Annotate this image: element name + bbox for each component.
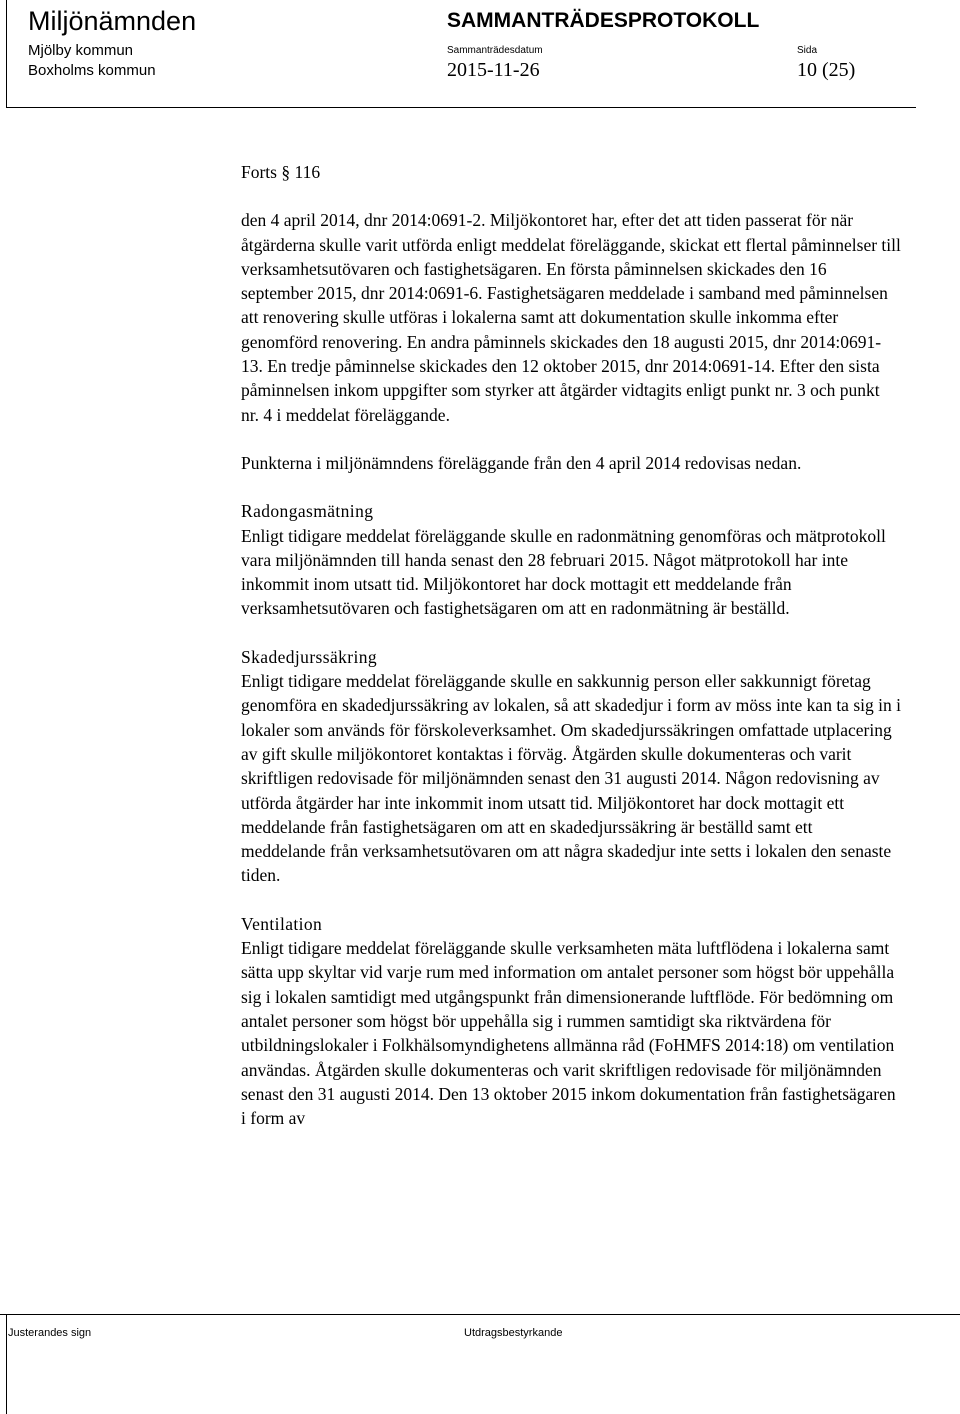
document-body [241, 160, 901, 1130]
header-left-rule [6, 0, 7, 108]
footer-left-rule [6, 1314, 7, 1414]
footer-sign-label: Justerandes sign [8, 1327, 92, 1339]
organization-name: Miljönämnden [28, 6, 197, 36]
footer-top-rule [0, 1314, 960, 1315]
page-number: 10 (25) [797, 59, 856, 81]
footer-extract-label: Utdragsbestyrkande [464, 1327, 563, 1339]
section-continuation-heading: Forts § 116 [241, 162, 321, 182]
meeting-date-label: Sammanträdesdatum [447, 45, 543, 56]
paragraph-radon: Enligt tidigare meddelat föreläggande skulle en radonmätning genomföras och mätprotokoll vara miljönämnden till handa senast den 28 februari 2015. Något mätprotokoll har inte inkommit inom utsatt tid. Miljökontoret har dock mottagit ett meddelande från verksamhetsutövaren och fastighetsägaren om att en radonmätning är beställd. [241, 525, 886, 619]
paragraph-pest-proofing: Enligt tidigare meddelat föreläggande skulle en sakkunnig person eller sakkunnigt företag genomföra en skadedjurssäkring av lokalen, så att skadedjur i form av möss inte kan ta sig in i lokaler som används för förskoleverksamhet. Om skadedjurssäkringen omfattade utplacering av gift skulle miljökontoret kontaktas i förväg. Åtgärden skulle dokumenteras och varit skriftligen redovisade för miljönämnden senast den 31 augusti 2014. Någon redovisning av utförda åtgärder har inte inkommit inom utsatt tid. Miljökontoret har dock mottagit ett meddelande från fastighetsägaren om att en skadedjurssäkring är beställd samt ett meddelande från verksamhetsutövaren om att några skadedjur inte setts i lokalen den senaste tiden. [241, 671, 901, 886]
page-label: Sida [797, 45, 818, 56]
heading-radon: Radongasmätning [241, 501, 374, 522]
heading-pest-proofing: Skadedjurssäkring [241, 646, 378, 667]
municipality-mjolby: Mjölby kommun [28, 42, 134, 59]
paragraph-points-intro: Punkterna i miljönämndens föreläggande från den 4 april 2014 redovisas nedan. [241, 452, 802, 473]
paragraph-reminders: den 4 april 2014, dnr 2014:0691-2. Miljökontoret har, efter det att tiden passerat för när åtgärderna skulle varit utförda enligt meddelat föreläggande, skickat ett flertal påminnelser till verksamhetsutövaren och fastighetsägaren. En första påminnelsen skickades den 16 september 2015, dnr 2014:0691-6. Fastighetsägaren meddelade i samband med påminnelsen att renovering skulle utföras i lokalerna samt att dokumentation skulle inkomma efter genomförd renovering. En andra påminnels skickades den 18 augusti 2015, dnr 2014:0691-13. En tredje påminnelse skickades den 12 oktober 2015, dnr 2014:0691-14. Efter den sista påminnelsen inkom uppgifter som styrker att åtgärder vidtagits enligt punkt nr. 3 och punkt nr. 4 i meddelat föreläggande. [241, 210, 901, 425]
paragraph-ventilation: Enligt tidigare meddelat föreläggande skulle verksamheten mäta luftflödena i lokalerna samt sätta upp skyltar vid varje rum med information om antalet personer som högst bör uppehålla sig i lokalen samtidigt med utgångspunkt från dimensionerande luftflöde. För bedömning om antalet personer som högst bör uppehålla sig i rummen samtidigt ska riktvärdena för utbildningslokaler i Folkhälsomyndighetens allmänna råd (FoHMFS 2014:18) om ventilation användas. Åtgärden skulle dokumenteras och varit skriftligen redovisade för miljönämnden senast den 31 augusti 2014. Den 13 oktober 2015 inkom dokumentation från fastighetsägaren i form av [241, 938, 896, 1129]
header-bottom-rule [6, 107, 916, 108]
heading-ventilation: Ventilation [241, 913, 323, 934]
document-title: SAMMANTRÄDESPROTOKOLL [447, 9, 760, 32]
municipality-boxholm: Boxholms kommun [28, 62, 156, 79]
meeting-date-value: 2015-11-26 [447, 59, 540, 81]
